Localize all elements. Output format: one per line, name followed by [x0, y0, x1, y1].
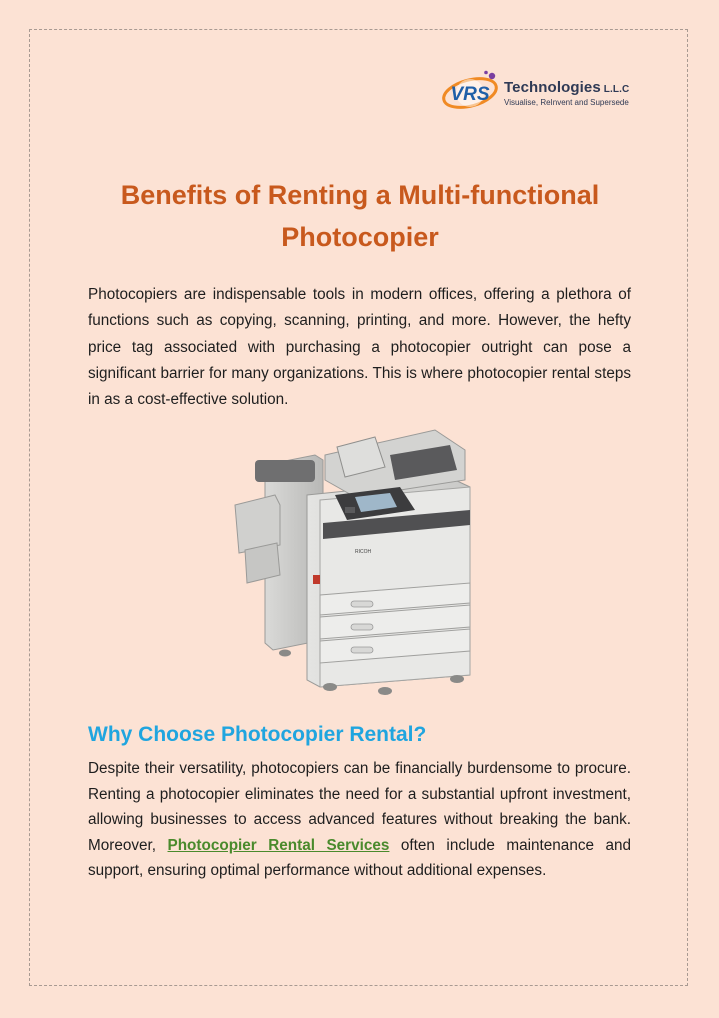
- photocopier-illustration-icon: [225, 425, 485, 695]
- intro-paragraph: Photocopiers are indispensable tools in modern offices, offering a plethora of functions such as copying, scanning, printing, and more. However, the hefty price tag associated with purchasing a photocopier outright can pose a significant barrier for many organizations. This is where photocopier rental steps in as a cost-effective solution.: [88, 286, 631, 409]
- page-title: Benefits of Renting a Multi-functional Photocopier: [120, 180, 600, 252]
- section-paragraph: [88, 756, 631, 884]
- logo-company-name: [504, 79, 629, 96]
- logo-company: Technologies: [504, 79, 601, 96]
- section-text-before: Despite their versatility, photocopiers can be financially burdensome to procure. Renting a photocopier eliminates the need for a substantial upfront investment, allowing businesses to access advanced features without breaking the bank. Moreover,: [88, 760, 631, 854]
- vrs-logo-icon: [440, 70, 504, 116]
- section-heading: Why Choose Photocopier Rental?: [88, 723, 427, 746]
- section-text-after: often include maintenance and support, ensuring optimal performance without additional expenses.: [88, 836, 631, 879]
- company-logo: [440, 70, 640, 116]
- logo-tagline: Visualise, ReInvent and Supersede: [504, 98, 629, 107]
- copier-brand: RICOH: [355, 549, 372, 555]
- logo-mark: VRS: [450, 84, 490, 105]
- photocopier-rental-services-link[interactable]: Photocopier Rental Services: [167, 836, 390, 854]
- logo-suffix: L.L.C: [603, 84, 630, 95]
